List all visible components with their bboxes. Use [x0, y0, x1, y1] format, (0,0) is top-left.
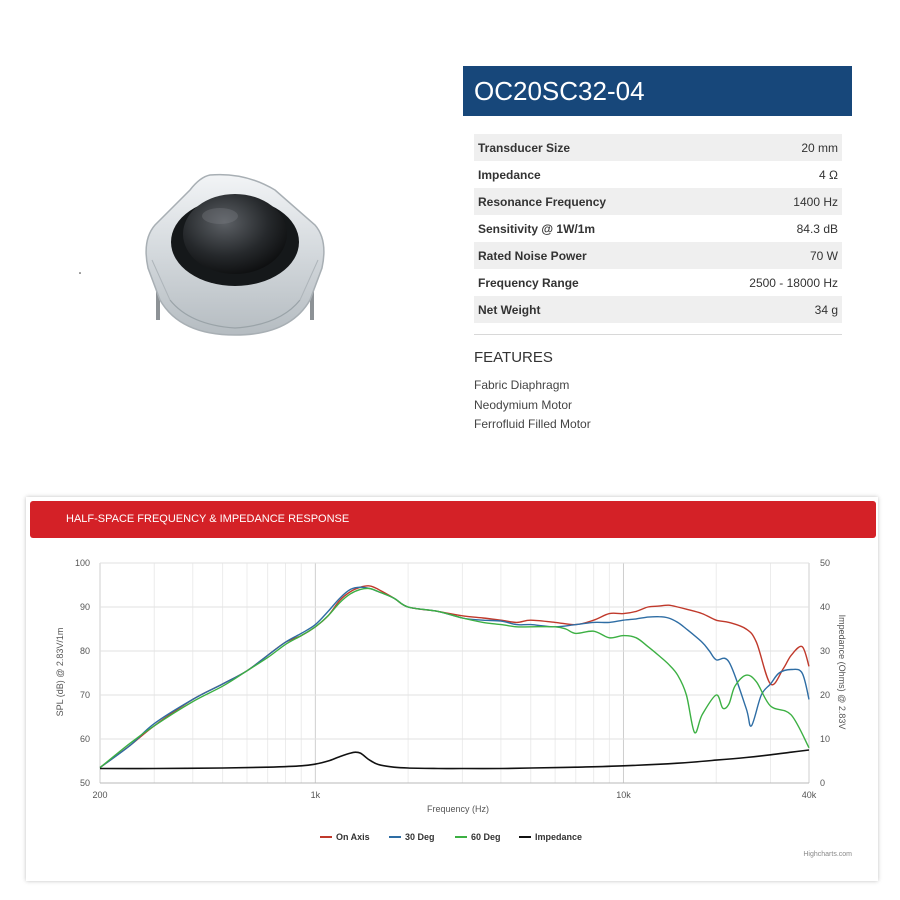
y2-tick-label: 40 — [820, 602, 831, 612]
spec-value: 20 mm — [689, 134, 842, 161]
x-tick-label: 10k — [616, 790, 631, 800]
chart-card — [26, 497, 878, 881]
spec-value: 2500 - 18000 Hz — [749, 275, 838, 290]
spec-label: Impedance — [478, 167, 541, 182]
product-image — [60, 150, 360, 360]
spec-label: Transducer Size — [474, 134, 689, 161]
y2-tick-label: 50 — [820, 558, 831, 568]
table-row — [474, 215, 842, 242]
product-model-title: OC20SC32-04 — [474, 76, 645, 106]
table-row — [474, 296, 842, 323]
y-tick-label: 60 — [79, 734, 90, 744]
features-list — [474, 376, 591, 435]
spec-value: 84.3 dB — [796, 221, 838, 236]
spec-table — [474, 134, 842, 323]
spec-label: Net Weight — [474, 296, 689, 323]
table-row — [474, 161, 842, 188]
y-tick-label: 100 — [74, 558, 90, 568]
spec-label: Sensitivity @ 1W/1m — [478, 221, 596, 236]
x-axis-title: Frequency (Hz) — [426, 804, 490, 814]
y2-tick-label: 20 — [820, 690, 831, 700]
legend-label-60-deg: 60 Deg — [471, 832, 501, 842]
x-tick-label: 200 — [92, 790, 108, 800]
table-row — [474, 134, 842, 161]
feature-item: Fabric Diaphragm — [474, 378, 570, 392]
product-title-bar — [463, 66, 852, 116]
y-tick-label: 50 — [79, 778, 90, 788]
spec-label: Rated Noise Power — [474, 242, 689, 269]
table-row — [474, 242, 842, 269]
y-tick-label: 90 — [79, 602, 90, 612]
series-line-impedance — [100, 750, 809, 769]
table-row — [474, 188, 842, 215]
features-heading: FEATURES — [474, 349, 553, 366]
spec-value: 70 W — [689, 242, 842, 269]
legend-label-on-axis: On Axis — [336, 832, 370, 842]
y-axis-title: SPL (dB) @ 2.83V/1m — [55, 627, 65, 717]
chart-credits: Highcharts.com — [803, 851, 852, 858]
legend-label-30-deg: 30 Deg — [405, 832, 435, 842]
feature-item: Ferrofluid Filled Motor — [474, 417, 591, 431]
table-row — [474, 269, 842, 296]
y-tick-label: 80 — [79, 646, 90, 656]
spec-value: 1400 Hz — [689, 188, 842, 215]
feature-item: Neodymium Motor — [474, 397, 573, 412]
spec-label: Frequency Range — [478, 275, 579, 290]
x-tick-label: 1k — [310, 790, 321, 800]
response-chart — [26, 497, 878, 881]
y2-tick-label: 30 — [820, 646, 831, 656]
y2-tick-label: 0 — [820, 778, 826, 788]
x-tick-label: 40k — [801, 790, 817, 800]
y-tick-label: 70 — [79, 690, 90, 700]
y2-axis-title: Impedance (Ohms) @ 2.83V — [837, 614, 847, 730]
legend-label-impedance: Impedance — [535, 832, 583, 842]
series-line-on-axis — [100, 586, 809, 768]
spec-value: 34 g — [689, 296, 842, 323]
y2-tick-label: 10 — [820, 734, 831, 744]
chart-title: HALF-SPACE FREQUENCY & IMPEDANCE RESPONSE — [66, 513, 350, 525]
spec-value: 4 Ω — [819, 167, 838, 182]
divider — [474, 334, 842, 335]
series-line-60-deg — [100, 588, 809, 767]
spec-label: Resonance Frequency — [474, 188, 689, 215]
